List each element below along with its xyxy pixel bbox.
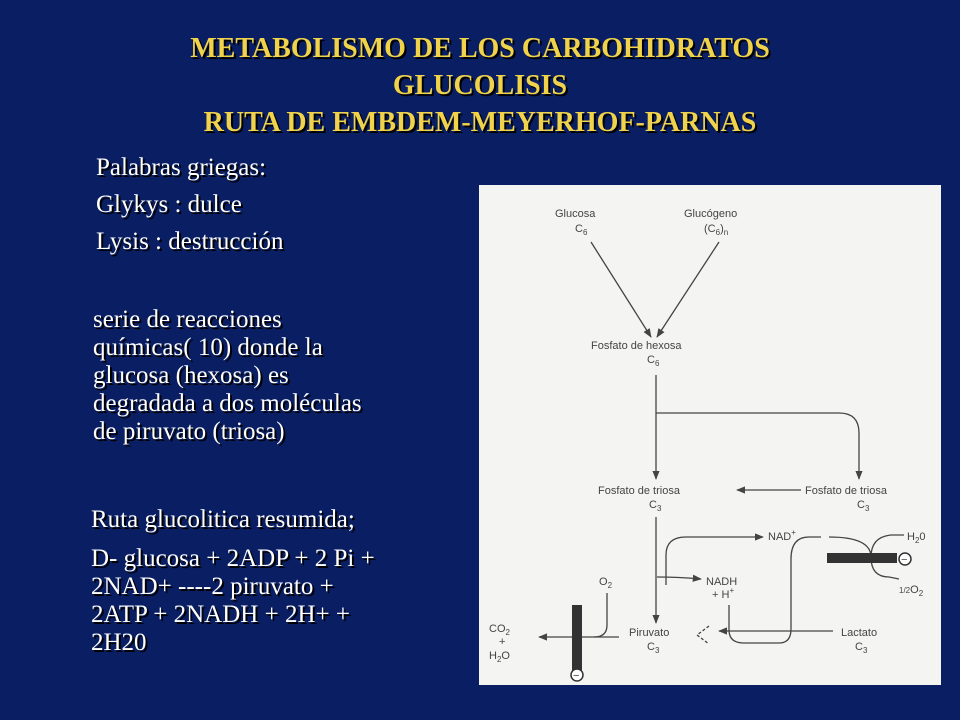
greek-item-lysis: Lysis : destrucción xyxy=(96,228,284,255)
arrow-pyruvate-back xyxy=(697,626,709,644)
title-line-3: RUTA DE EMBDEM-MEYERHOF-PARNAS xyxy=(203,107,757,138)
svg-text:Glucógeno: Glucógeno xyxy=(684,208,738,220)
slide-title xyxy=(0,30,960,141)
svg-text:Glucosa: Glucosa xyxy=(555,208,596,220)
node-glucosa xyxy=(555,208,596,237)
node-half-o2 xyxy=(899,584,924,598)
arrow-lactato-loop xyxy=(729,537,821,643)
arrow-to-nadh xyxy=(657,577,701,579)
svg-text:NAD+: NAD+ xyxy=(768,528,796,543)
svg-text:Fosfato de triosa: Fosfato de triosa xyxy=(598,485,680,497)
svg-text:Fosfato de triosa: Fosfato de triosa xyxy=(805,485,887,497)
svg-text:Lactato: Lactato xyxy=(841,627,878,639)
svg-text:C3: $C_3$ xyxy=(857,499,870,513)
glycolysis-diagram-svg xyxy=(479,185,941,685)
node-nad xyxy=(768,528,796,543)
greek-item-glykys: Glykys : dulce xyxy=(96,191,242,218)
svg-text:−: − xyxy=(901,554,908,566)
svg-text:C3: $C_3$ xyxy=(855,641,868,655)
node-lactato xyxy=(841,627,877,655)
definition-line: químicas( 10) donde la xyxy=(93,334,323,361)
node-h2o-right xyxy=(907,531,926,545)
equation-line: D- glucosa + 2ADP + 2 Pi + xyxy=(91,545,375,572)
svg-text:O2: $O_2$ xyxy=(599,576,613,590)
arrow-glucogeno-to-hexosa xyxy=(657,242,719,337)
inhibitor-left xyxy=(571,605,583,682)
svg-text:CO2: $CO_2$ xyxy=(489,623,510,637)
node-fosfato-triosa-left xyxy=(598,485,681,513)
svg-text:Fosfato de hexosa: Fosfato de hexosa xyxy=(591,340,682,352)
node-fosfato-hexosa xyxy=(591,340,682,368)
svg-text:(C6)n: $(C_6)_n$ xyxy=(704,223,729,237)
equation-line: 2ATP + 2NADH + 2H+ + xyxy=(91,601,350,628)
node-fosfato-triosa-right xyxy=(805,485,888,513)
svg-text:C6: $C_6$ xyxy=(575,223,588,237)
glycolysis-equation xyxy=(91,545,375,657)
summary-heading xyxy=(91,506,355,534)
svg-text:C3: $C_3$ xyxy=(649,499,662,513)
arrow-o2-in xyxy=(594,593,607,637)
svg-text:C6: $C_6$ xyxy=(647,354,660,368)
svg-text:+: + xyxy=(499,636,506,648)
arrow-glucosa-to-hexosa xyxy=(591,242,651,337)
node-nadh xyxy=(706,576,737,601)
definition-text xyxy=(93,306,362,446)
svg-text:1/2O2: $1/2O_2$ xyxy=(899,584,924,598)
definition-line: de piruvato (triosa) xyxy=(93,418,285,445)
svg-text:Piruvato: Piruvato xyxy=(629,627,670,639)
greek-heading: Palabras griegas: xyxy=(96,154,267,181)
svg-text:−: − xyxy=(573,670,580,682)
arrow-hexosa-to-triosa-right xyxy=(656,413,859,479)
inhibitor-right xyxy=(827,553,911,566)
greek-words xyxy=(96,154,283,265)
equation-line: 2H20 xyxy=(91,629,147,656)
title-line-2: GLUCOLISIS xyxy=(392,70,568,101)
svg-text:H2O: $H_2O$ xyxy=(489,650,510,664)
svg-text:+ H+: + H+ xyxy=(712,586,735,601)
svg-text:H20: $H_20$ xyxy=(907,531,926,545)
summary-heading-text: Ruta glucolitica resumida; xyxy=(91,506,355,533)
title-line-1: METABOLISMO DE LOS CARBOHIDRATOS xyxy=(190,33,770,64)
svg-text:NADH: NADH xyxy=(706,576,738,588)
node-piruvato xyxy=(629,627,669,655)
node-co2-h2o xyxy=(489,623,511,664)
equation-line: 2NAD+ ----2 piruvato + xyxy=(91,573,334,600)
definition-line: glucosa (hexosa) es xyxy=(93,362,289,389)
definition-line: degradada a dos moléculas xyxy=(93,390,362,417)
node-o2 xyxy=(599,576,613,590)
glycolysis-diagram xyxy=(479,185,941,685)
definition-line: serie de reacciones xyxy=(93,306,282,333)
svg-text:C3: $C_3$ xyxy=(647,641,660,655)
node-glucogeno xyxy=(684,208,737,237)
